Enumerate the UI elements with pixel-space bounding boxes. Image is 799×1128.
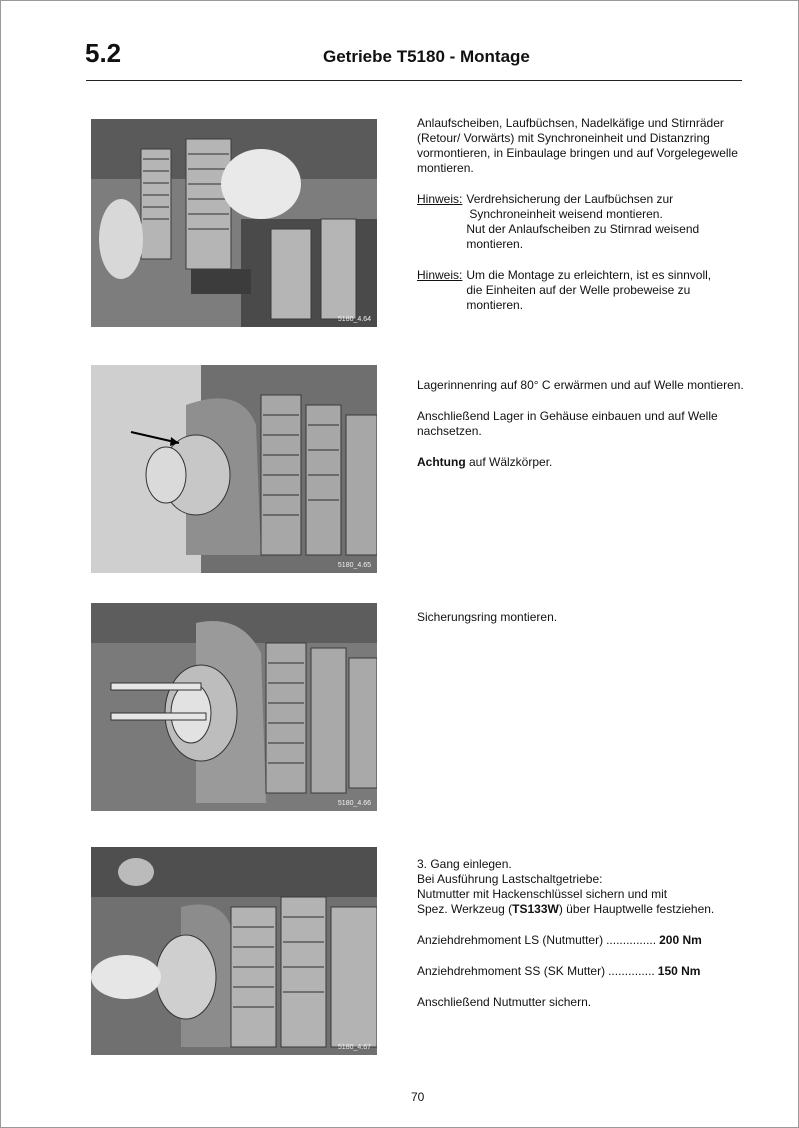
step-4-line: Nutmutter mit Hackenschlüssel sichern und mit bbox=[417, 887, 668, 901]
step-2-text bbox=[417, 378, 757, 486]
photo-bearing-installation bbox=[91, 365, 377, 573]
step-1-text bbox=[417, 116, 757, 329]
torque-row-ss bbox=[417, 964, 757, 979]
step-3-description: Sicherungsring montieren. bbox=[417, 610, 558, 624]
hint-line: Verdrehsicherung der Laufbüchsen zur bbox=[466, 192, 674, 206]
step-2-description-2: Anschließend Lager in Gehäuse einbauen und auf Welle nachsetzen. bbox=[417, 409, 718, 438]
step-2-description: Lagerinnenring auf 80° C erwärmen und auf Welle montieren. bbox=[417, 378, 744, 392]
step-4-final: Anschließend Nutmutter sichern. bbox=[417, 995, 592, 1009]
warning-text: auf Wälzkörper. bbox=[465, 455, 553, 469]
hint-line: Synchroneinheit weisend montieren. bbox=[469, 207, 663, 221]
photo-label: 5180_4.65 bbox=[337, 562, 371, 569]
hint-line: die Einheiten auf der Welle probeweise zu bbox=[466, 283, 691, 297]
step-3-text bbox=[417, 610, 757, 641]
photo-label: 5180_4.64 bbox=[337, 316, 371, 323]
hint-line: montieren. bbox=[466, 298, 524, 312]
header-rule bbox=[86, 80, 742, 81]
section-number: 5.2 bbox=[85, 38, 122, 68]
photo-nut-tightening bbox=[91, 847, 377, 1055]
hint-label: Hinweis: bbox=[417, 192, 463, 206]
hint-line: Um die Montage zu erleichtern, ist es sinnvoll, bbox=[466, 268, 712, 282]
step-2-warning bbox=[417, 455, 757, 470]
tool-code: TS133W bbox=[512, 902, 559, 916]
torque-row-ls bbox=[417, 933, 757, 948]
page-number: 70 bbox=[411, 1090, 425, 1104]
step-4-text bbox=[417, 857, 757, 1026]
hint-label: Hinweis: bbox=[417, 268, 463, 282]
photo-gear-assembly bbox=[91, 119, 377, 327]
tool-text-end: ) über Hauptwelle festziehen. bbox=[558, 902, 715, 916]
hint-line: montieren. bbox=[466, 237, 524, 251]
step-4-line: 3. Gang einlegen. bbox=[417, 857, 512, 871]
torque-dots: ............... bbox=[606, 933, 657, 947]
hint-line: Nut der Anlaufscheiben zu Stirnrad weisend bbox=[466, 222, 700, 236]
torque-label: Anziehdrehmoment SS (SK Mutter) bbox=[417, 964, 606, 978]
photo-circlip-installation bbox=[91, 603, 377, 811]
photo-label: 5180_4.67 bbox=[337, 1044, 371, 1051]
hint-2 bbox=[417, 268, 757, 313]
step-4-line bbox=[417, 902, 757, 917]
torque-label: Anziehdrehmoment LS (Nutmutter) bbox=[417, 933, 604, 947]
torque-dots: .............. bbox=[608, 964, 655, 978]
torque-value: 200 Nm bbox=[659, 933, 702, 947]
photo-label: 5180_4.66 bbox=[337, 800, 371, 807]
step-4-line: Bei Ausführung Lastschaltgetriebe: bbox=[417, 872, 603, 886]
hint-1 bbox=[417, 192, 757, 252]
page-title: Getriebe T5180 - Montage bbox=[323, 47, 530, 66]
tool-text: Spez. Werkzeug ( bbox=[417, 902, 513, 916]
torque-value: 150 Nm bbox=[657, 964, 701, 978]
step-1-description: Anlaufscheiben, Laufbüchsen, Nadelkäfige und Stirnräder (Retour/ Vorwärts) mit Synchroneinheit und Distanzring vormontieren, in Einbaulage bringen und auf Vorgelegewelle montieren. bbox=[417, 116, 738, 175]
warning-label: Achtung bbox=[417, 455, 466, 469]
